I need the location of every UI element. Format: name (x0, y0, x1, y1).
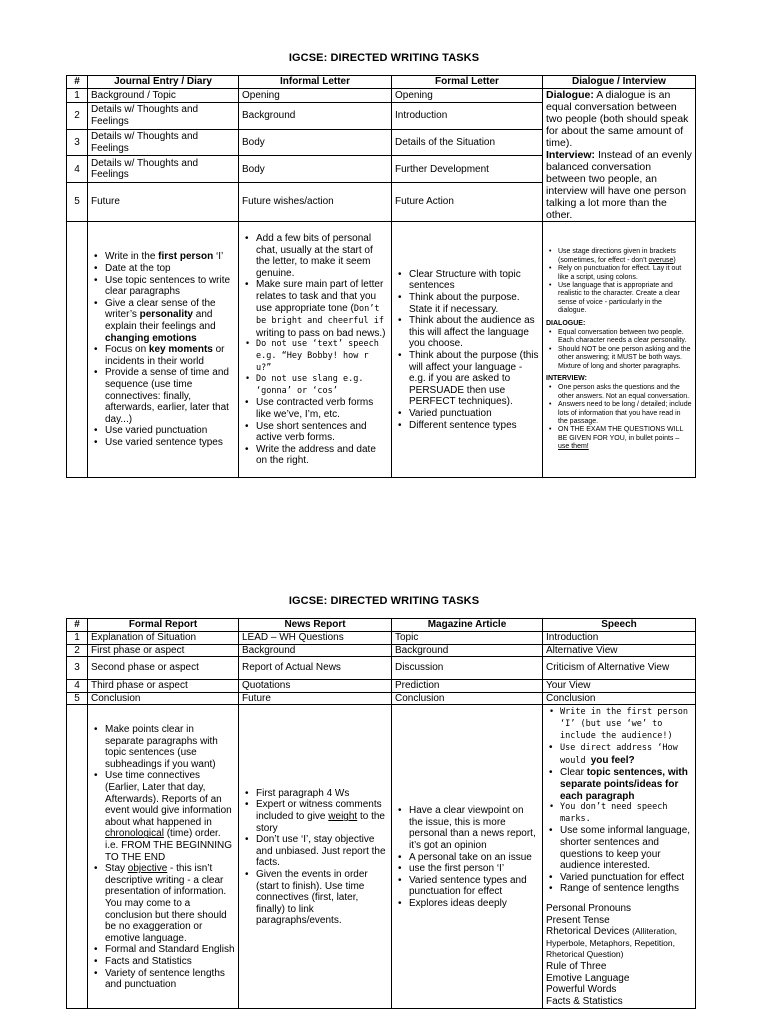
list-item: • You don’t need speech marks. (560, 802, 692, 825)
header-speech: Speech (543, 619, 696, 632)
cell: Topic (392, 632, 543, 645)
cell: Discussion (392, 657, 543, 680)
list-item: • Use stage directions given in brackets (sometimes, for effect - don’t overuse) (558, 248, 692, 265)
cell: Introduction (392, 102, 543, 129)
list-item: • Have a clear viewpoint on the issue, this is more personal than a news report, it’s got an opinion (409, 805, 539, 851)
list-item: • Expert or witness comments included to give weight to the story (256, 799, 388, 834)
cell: Future wishes/action (239, 183, 392, 222)
cell: Criticism of Alternative View (543, 657, 696, 680)
success-criteria-row (67, 705, 696, 1009)
cell: Details of the Situation (392, 129, 543, 156)
speech-feature: Rhetorical Devices (Alliteration, Hyperbole, Metaphors, Repetition, Rhetorical Question) (546, 926, 678, 960)
list-item: • Equal conversation between two people. Each character needs a clear personality. (558, 329, 692, 346)
header-formal-report: Formal Report (88, 619, 239, 632)
list-item: • use the first person ‘I’ (409, 863, 539, 875)
cell: Background / Topic (88, 89, 239, 103)
cell: Details w/ Thoughts and Feelings (88, 102, 239, 129)
speech-feature: Powerful Words (546, 984, 617, 996)
speech-feature: Present Tense (546, 914, 610, 926)
news-report-criteria (239, 705, 392, 1009)
list-item: • Make sure main part of letter relates to task and that you use appropriate tone (Don’t be bright and cheerful if writing to pass on bad news.) (256, 279, 388, 339)
cell: Future Action (392, 183, 543, 222)
row-number: 3 (67, 657, 88, 680)
interview-text: Instead of an evenly balanced conversation between two people, an interview will have one person talking a lot more than the other. (546, 149, 692, 221)
cell: Background (239, 102, 392, 129)
cell: Details w/ Thoughts and Feelings (88, 129, 239, 156)
list-item: • One person asks the questions and the other answers. Not an equal conversation. (558, 384, 692, 401)
list-item: • Use varied punctuation (105, 425, 235, 437)
list-item: • Date at the top (105, 263, 235, 275)
list-item: • Use contracted verb forms like we’ve, I’m, etc. (256, 397, 388, 420)
list-item: • Varied sentence types and punctuation for effect (409, 875, 539, 898)
cell: Second phase or aspect (88, 657, 239, 680)
cell: Background (239, 644, 392, 657)
list-item: • Facts and Statistics (105, 956, 235, 968)
header-informal-letter: Informal Letter (239, 76, 392, 89)
table2-title: IGCSE: DIRECTED WRITING TASKS (288, 595, 480, 607)
cell: Explanation of Situation (88, 632, 239, 645)
informal-letter-criteria (239, 222, 392, 478)
list-item: • Use short sentences and active verb forms. (256, 421, 388, 444)
list-item: • Use language that is appropriate and realistic to the character. Create a clear sense of voice - particularly in the dialogue. (558, 282, 692, 316)
table-row (67, 632, 696, 645)
list-item: • Do not use ‘text’ speech e.g. “Hey Bobby! how r u?” (256, 339, 388, 374)
list-item: • Use direct address ‘How would you feel? (560, 742, 692, 767)
list-item: • Should NOT be one person asking and the other answering; it MUST be both ways. Mixture of long and shorter paragraphs. (558, 346, 692, 371)
list-item: • Don’t use ‘I’, stay objective and unbiased. Just report the facts. (256, 834, 388, 869)
list-item: • Focus on key moments or incidents in their world (105, 344, 235, 367)
cell: Details w/ Thoughts and Feelings (88, 156, 239, 183)
list-item: • Use varied sentence types (105, 437, 235, 449)
cell: Further Development (392, 156, 543, 183)
list-item: • Think about the audience as this will affect the language you choose. (409, 315, 539, 350)
cell: Opening (392, 89, 543, 103)
row-number: 2 (67, 102, 88, 129)
row-number: 5 (67, 183, 88, 222)
cell: Third phase or aspect (88, 680, 239, 693)
table1 (66, 75, 696, 478)
table1-header-row (67, 76, 696, 89)
header-num: # (67, 76, 88, 89)
list-item: • Add a few bits of personal chat, usually at the start of the letter, to make it seem genuine. (256, 233, 388, 279)
cell: Introduction (543, 632, 696, 645)
header-formal-letter: Formal Letter (392, 76, 543, 89)
row-number: 5 (67, 692, 88, 705)
dialogue-label: Dialogue: (546, 89, 594, 101)
success-criteria-label (67, 222, 88, 478)
list-item: • Variety of sentence lengths and punctuation (105, 968, 235, 991)
table-row (67, 89, 696, 103)
speech-feature: Facts & Statistics (546, 995, 623, 1007)
list-item: • First paragraph 4 Ws (256, 788, 388, 800)
list-item: • Use some informal language, shorter sentences and questions to keep your audience interested. (560, 825, 692, 871)
list-item: • Formal and Standard English (105, 944, 235, 956)
cell: Your View (543, 680, 696, 693)
table2 (66, 618, 696, 1009)
list-item: • Varied punctuation for effect (560, 872, 692, 884)
list-item: • Make points clear in separate paragraphs with topic sentences (use subheadings if you want) (105, 724, 235, 770)
list-item: • Think about the purpose (this will affect your language - e.g. if you are asked to PERSUADE then use PERFECT techniques). (409, 350, 539, 408)
list-item: • Think about the purpose. State it if necessary. (409, 292, 539, 315)
list-item: • Different sentence types (409, 420, 539, 432)
cell: Conclusion (392, 692, 543, 705)
journal-criteria (88, 222, 239, 478)
header-magazine-article: Magazine Article (392, 619, 543, 632)
list-item: • Write the address and date on the right. (256, 444, 388, 467)
header-journal: Journal Entry / Diary (88, 76, 239, 89)
speech-criteria (543, 705, 696, 1009)
list-item: • ON THE EXAM THE QUESTIONS WILL BE GIVEN FOR YOU, in bullet points – use them! (558, 426, 692, 451)
success-criteria-label (67, 705, 88, 1009)
list-item: • Give a clear sense of the writer’s personality and explain their feelings and changing emotions (105, 298, 235, 344)
cell: Conclusion (88, 692, 239, 705)
list-item: • Explores ideas deeply (409, 898, 539, 910)
list-item: • Range of sentence lengths (560, 883, 692, 895)
cell: Future (88, 183, 239, 222)
row-number: 2 (67, 644, 88, 657)
interview-subheading: INTERVIEW: (546, 375, 587, 383)
table-row (67, 680, 696, 693)
row-number: 1 (67, 632, 88, 645)
cell: Body (239, 129, 392, 156)
cell: Opening (239, 89, 392, 103)
cell: Background (392, 644, 543, 657)
cell: Alternative View (543, 644, 696, 657)
header-news-report: News Report (239, 619, 392, 632)
cell: LEAD – WH Questions (239, 632, 392, 645)
table-row (67, 657, 696, 680)
table-row (67, 692, 696, 705)
header-dialogue: Dialogue / Interview (543, 76, 696, 89)
dialogue-subheading: DIALOGUE: (546, 319, 586, 327)
cell: Prediction (392, 680, 543, 693)
speech-feature: Rule of Three (546, 960, 607, 972)
interview-label: Interview: (546, 149, 596, 161)
list-item: • A personal take on an issue (409, 852, 539, 864)
dialogue-criteria (543, 222, 696, 478)
list-item: • Varied punctuation (409, 408, 539, 420)
list-item: • Answers need to be long / detailed; include lots of information that you have read in the passage. (558, 401, 692, 426)
header-num: # (67, 619, 88, 632)
table1-title: IGCSE: DIRECTED WRITING TASKS (288, 52, 480, 64)
success-criteria-row (67, 222, 696, 478)
table2-header-row (67, 619, 696, 632)
list-item: • Use topic sentences to write clear paragraphs (105, 275, 235, 298)
list-item: • Write in the first person ‘I’ (but use ‘we’ to include the audience!) (560, 707, 692, 742)
dialogue-definition (543, 89, 696, 222)
cell: Quotations (239, 680, 392, 693)
list-item: • Provide a sense of time and sequence (use time connectives: finally, afterwards, earlier, later that day...) (105, 367, 235, 425)
cell: First phase or aspect (88, 644, 239, 657)
list-item: • Use time connectives (Earlier, Later that day, Afterwards). Reports of an event would give information about what happened in chronological (time) order. i.e. FROM THE BEGINNING TO THE END (105, 770, 235, 863)
list-item: • Write in the first person ‘I’ (105, 251, 235, 263)
formal-report-criteria (88, 705, 239, 1009)
speech-feature: Emotive Language (546, 972, 630, 984)
row-number: 4 (67, 156, 88, 183)
magazine-article-criteria (392, 705, 543, 1009)
list-item: • Do not use slang e.g. ‘gonna’ or ‘cos’ (256, 374, 388, 397)
list-item: • Stay objective - this isn’t descriptive writing - a clear presentation of information. You may come to a conclusion but there should be no exaggeration or emotive language. (105, 863, 235, 944)
cell: Report of Actual News (239, 657, 392, 680)
speech-feature: Personal Pronouns (546, 902, 632, 914)
cell: Conclusion (543, 692, 696, 705)
row-number: 4 (67, 680, 88, 693)
list-item: • Rely on punctuation for effect. Lay it out like a script, using colons. (558, 265, 692, 282)
cell: Future (239, 692, 392, 705)
list-item: • Clear Structure with topic sentences (409, 269, 539, 292)
cell: Body (239, 156, 392, 183)
formal-letter-criteria (392, 222, 543, 478)
list-item: • Clear topic sentences, with separate points/ideas for each paragraph (560, 767, 692, 802)
row-number: 1 (67, 89, 88, 103)
list-item: • Given the events in order (start to finish). Use time connectives (first, later, finally) to link paragraphs/events. (256, 869, 388, 927)
table-row (67, 644, 696, 657)
dialogue-text: A dialogue is an equal conversation between two people (both should speak for about the same amount of time). (546, 89, 689, 149)
row-number: 3 (67, 129, 88, 156)
